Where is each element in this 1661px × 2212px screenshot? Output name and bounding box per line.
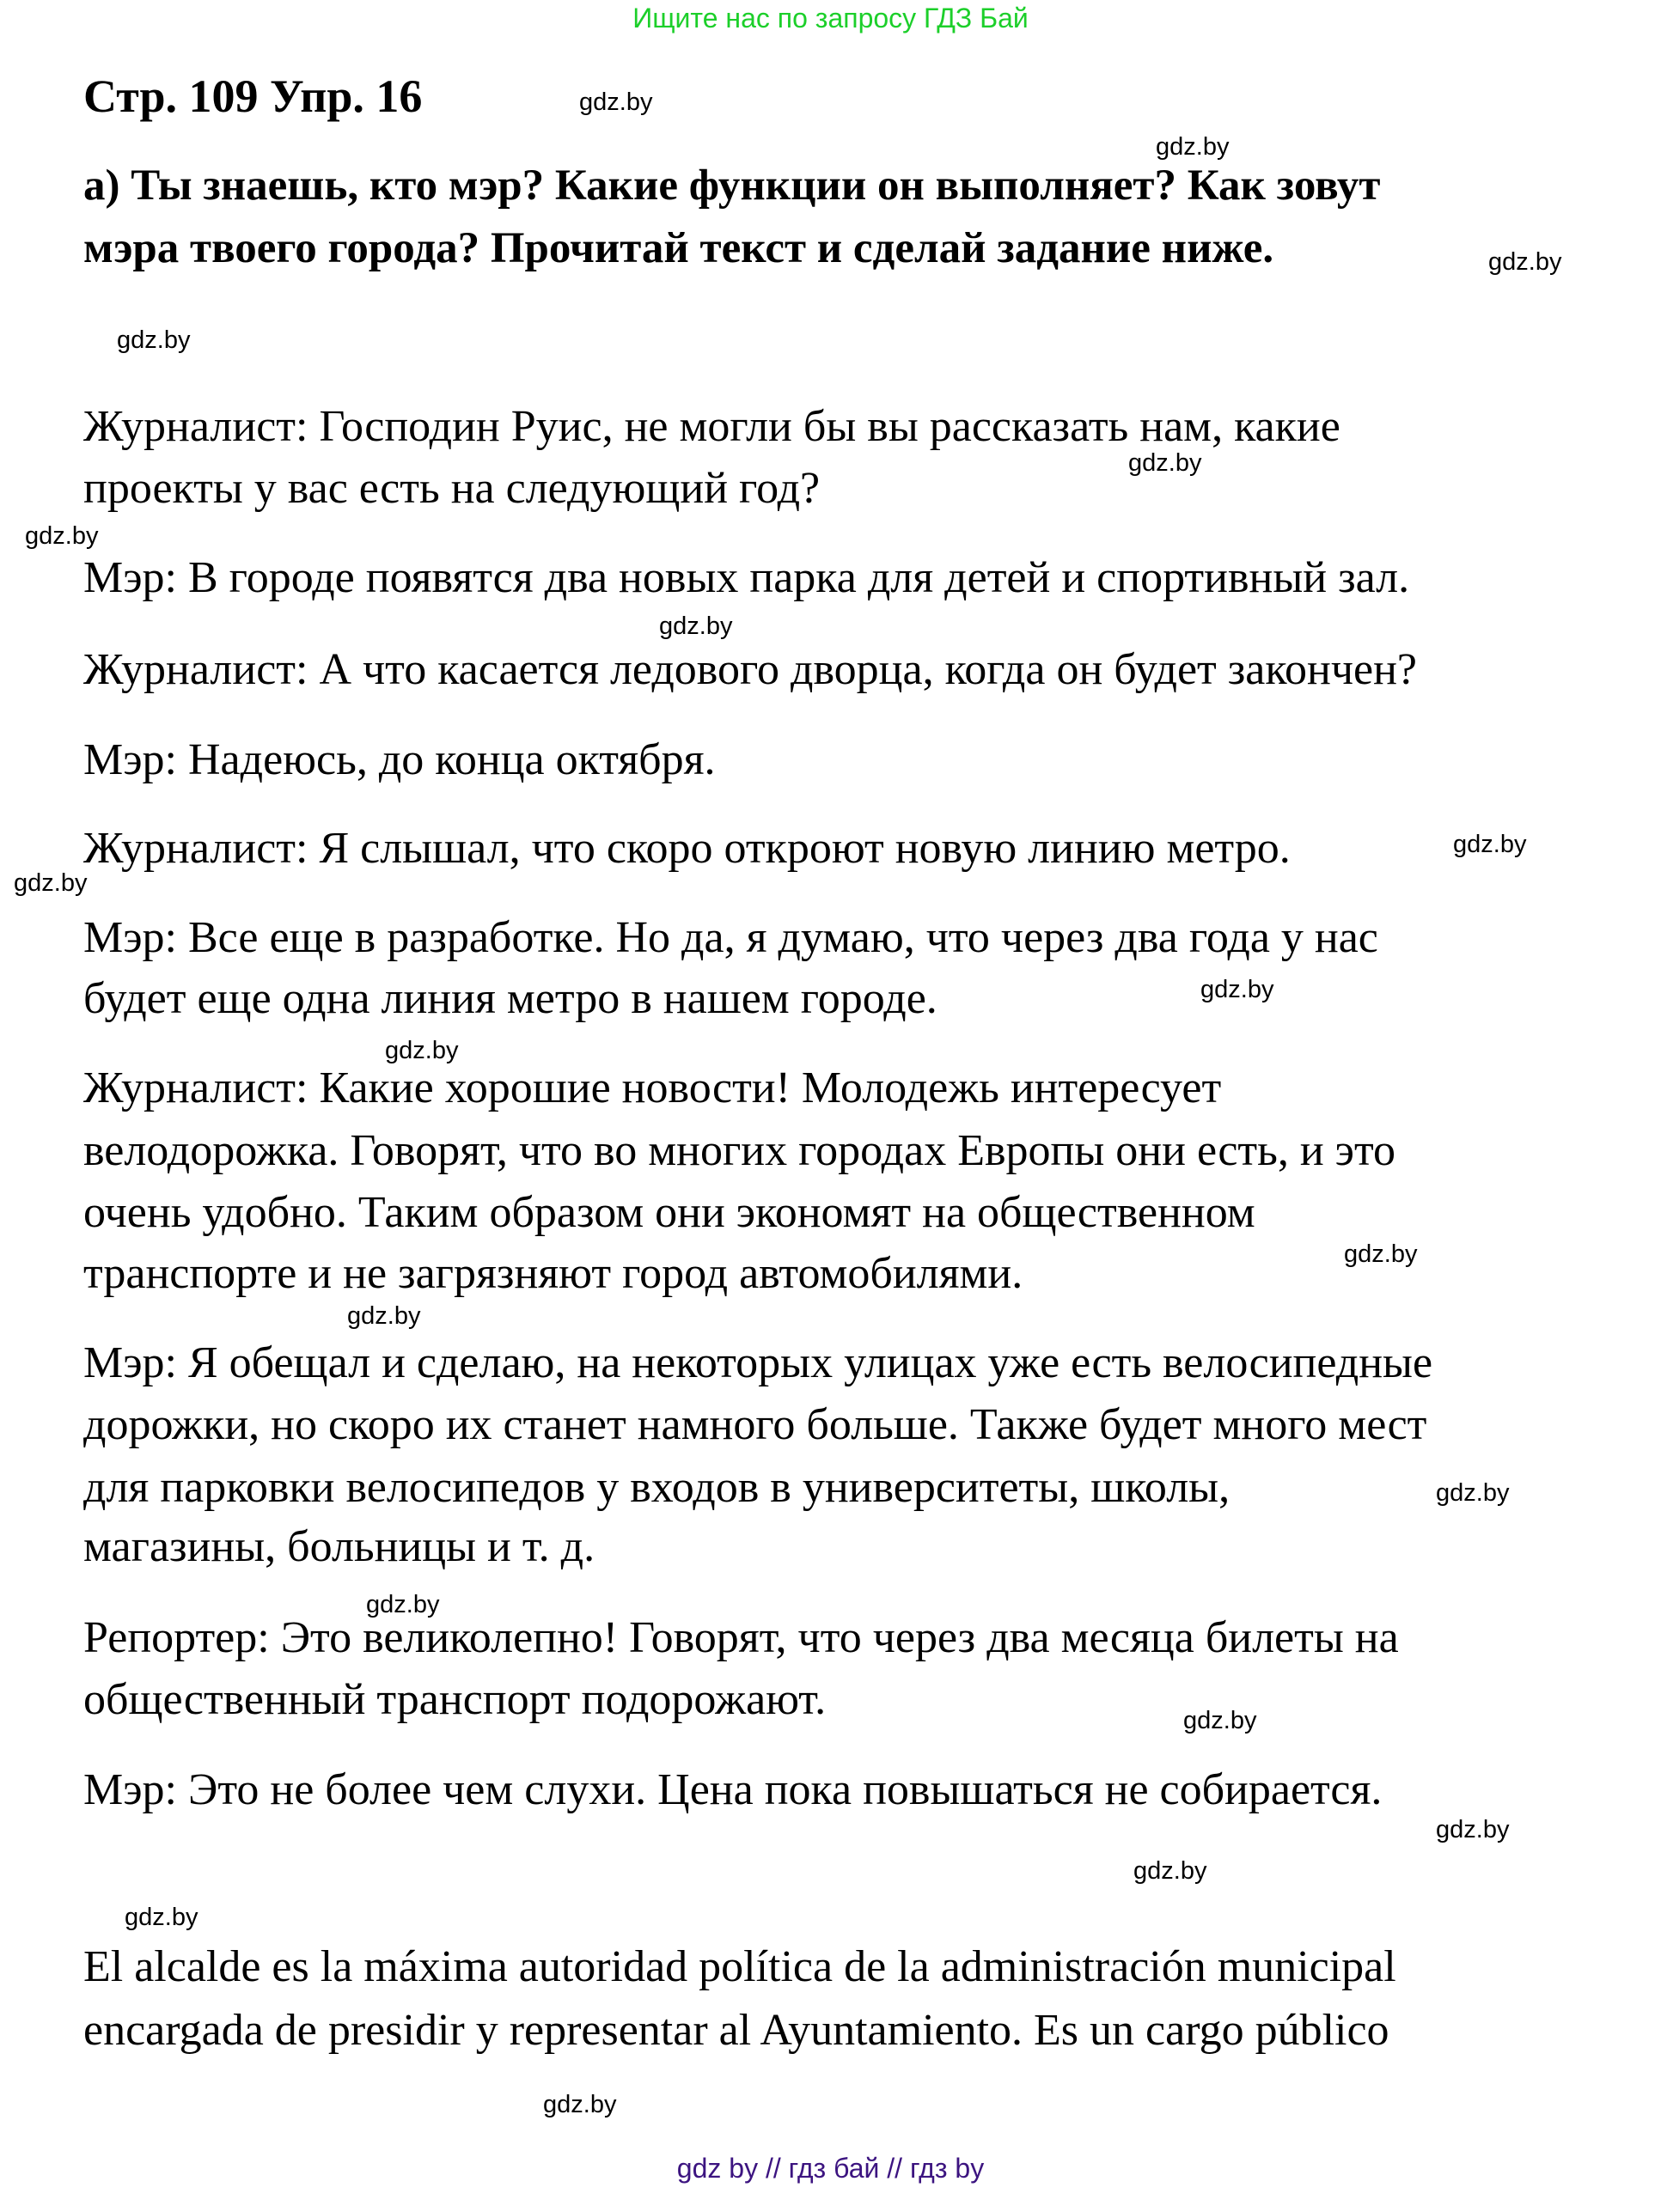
dialogue-line: проекты у вас есть на следующий год? [83, 464, 821, 513]
dialogue-line: Репортер: Это великолепно! Говорят, что через два месяца билеты на [83, 1613, 1399, 1662]
spanish-line-1: El alcalde es la máxima autoridad política de la administración municipal [83, 1942, 1396, 1991]
dialogue-line: Мэр: Это не более чем слухи. Цена пока повышаться не собирается. [83, 1765, 1383, 1814]
dialogue-line: Журналист: Какие хорошие новости! Молодежь интересует [83, 1063, 1222, 1112]
watermark: gdz.by [385, 1037, 459, 1064]
footer-links[interactable]: gdz by // гдз бай // гдз by [676, 2153, 985, 2184]
dialogue-line: для парковки велосипедов у входов в университеты, школы, [83, 1463, 1230, 1512]
watermark: gdz.by [659, 612, 733, 640]
task-line-2: мэра твоего города? Прочитай текст и сделай задание ниже. [83, 224, 1274, 272]
watermark: gdz.by [1436, 1479, 1510, 1507]
dialogue-line: общественный транспорт подорожают. [83, 1675, 827, 1724]
watermark: gdz.by [543, 2091, 617, 2118]
dialogue-line: Мэр: В городе появятся два новых парка для детей и спортивный зал. [83, 553, 1410, 602]
dialogue-line: Журналист: Господин Руис, не могли бы вы рассказать нам, какие [83, 402, 1340, 451]
watermark: gdz.by [117, 326, 191, 354]
dialogue-line: очень удобно. Таким образом они экономят на общественном [83, 1188, 1255, 1237]
dialogue-line: будет еще одна линия метро в нашем городе. [83, 974, 937, 1023]
watermark: gdz.by [1200, 976, 1274, 1003]
dialogue-line: Мэр: Надеюсь, до конца октября. [83, 735, 716, 784]
watermark: gdz.by [1344, 1240, 1418, 1268]
search-banner: Ищите нас по запросу ГДЗ Бай [632, 3, 1029, 34]
watermark: gdz.by [125, 1904, 198, 1931]
page-title: Стр. 109 Упр. 16 [83, 70, 423, 122]
watermark: gdz.by [1156, 133, 1230, 161]
watermark: gdz.by [579, 88, 653, 116]
watermark: gdz.by [14, 869, 88, 897]
watermark: gdz.by [366, 1591, 440, 1618]
watermark: gdz.by [347, 1302, 421, 1330]
watermark: gdz.by [1133, 1857, 1207, 1885]
watermark: gdz.by [1453, 831, 1527, 858]
watermark: gdz.by [1128, 449, 1202, 477]
dialogue-line: транспорте и не загрязняют город автомобилями. [83, 1249, 1023, 1298]
spanish-line-2: encargada de presidir y representar al Ayuntamiento. Es un cargo público [83, 2006, 1389, 2055]
dialogue-line: Мэр: Все еще в разработке. Но да, я думаю, что через два года у нас [83, 913, 1378, 962]
watermark: gdz.by [25, 522, 99, 550]
dialogue-line: магазины, больницы и т. д. [83, 1522, 595, 1571]
watermark: gdz.by [1488, 248, 1562, 276]
dialogue-line: дорожки, но скоро их станет намного больше. Также будет много мест [83, 1400, 1427, 1449]
dialogue-line: Журналист: А что касается ледового дворца, когда он будет закончен? [83, 645, 1417, 694]
watermark: gdz.by [1183, 1707, 1257, 1734]
dialogue-line: Мэр: Я обещал и сделаю, на некоторых улицах уже есть велосипедные [83, 1338, 1433, 1387]
dialogue-line: велодорожка. Говорят, что во многих городах Европы они есть, и это [83, 1126, 1396, 1175]
watermark: gdz.by [1436, 1816, 1510, 1843]
task-line-1: а) Ты знаешь, кто мэр? Какие функции он выполняет? Как зовут [83, 161, 1381, 210]
dialogue-line: Журналист: Я слышал, что скоро откроют новую линию метро. [83, 824, 1291, 873]
